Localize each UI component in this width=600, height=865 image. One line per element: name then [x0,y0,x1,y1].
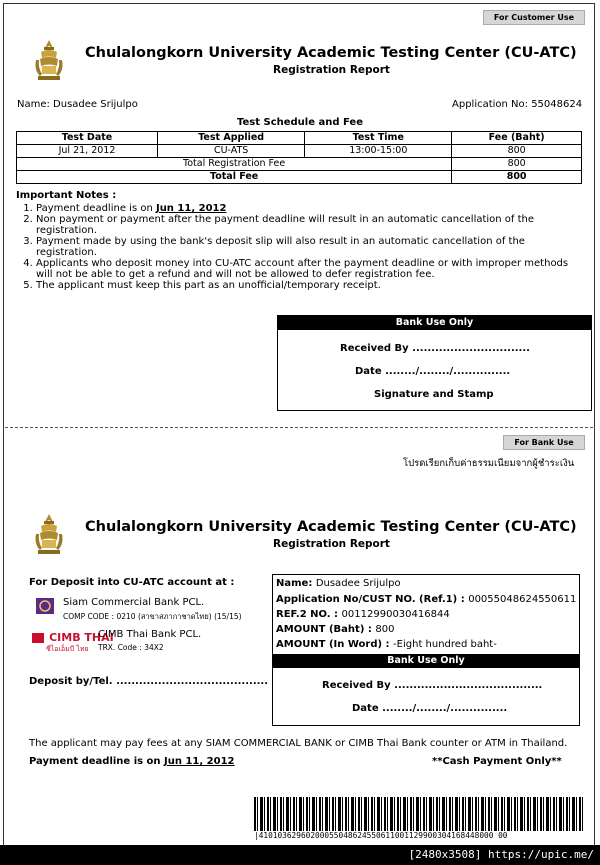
scb-name: Siam Commercial Bank PCL. [63,597,205,608]
detail-ref1-value: 00055048624550611 [468,594,577,605]
detail-words-label: AMOUNT (In Word) : [276,639,394,650]
detail-name-label: Name: [276,578,316,589]
customer-use-tag: For Customer Use [483,10,585,25]
notes-list [16,203,576,291]
col-test-time: Test Time [305,132,452,145]
total-registration-label: Total Registration Fee [17,158,452,171]
list-item [36,203,576,214]
list-item: 3. Payment made by using the bank's deposit slip will also result in an automatic cancellation of the registration. [36,236,576,258]
detail-amount-value: 800 [375,624,395,635]
detail-amount [276,624,394,635]
scb-logo-icon [36,598,54,614]
total-fee-label: Total Fee [17,171,452,184]
cell-test-time: 13:00-15:00 [305,145,452,158]
received-by-field-bottom: Received By ....................................... [322,680,543,691]
image-source-footer: [2480x3508] https://upic.me/ [0,845,600,865]
schedule-heading: Test Schedule and Fee [237,117,363,128]
col-test-date: Test Date [17,132,158,145]
cut-line [5,427,593,428]
important-notes [16,190,576,291]
page-title: Chulalongkorn University Academic Testing Center (CU-ATC) [85,45,577,61]
detail-words-value: -Eight hundred baht- [393,639,497,650]
fee-table-header [17,132,582,145]
table-row [17,158,582,171]
cash-only-note: **Cash Payment Only** [432,756,562,767]
university-seal-icon [32,512,66,558]
deadline-label: Payment deadline is on [29,756,165,767]
notes-heading: Important Notes : [16,190,117,201]
table-row [17,145,582,158]
cimb-logo-thai: ซีไอเอ็มบี ไทย [46,645,89,653]
cimb-logo-text: CIMB THAI [49,631,114,644]
detail-ref2-label: REF.2 NO. : [276,609,342,620]
payment-barcode [254,797,584,831]
note-1-date: Jun 11, 2012 [155,203,227,214]
barcode-number: |41010362960200055048624550611001129900304168448000 00 [254,831,508,840]
detail-ref2 [276,609,450,620]
fee-table [16,131,582,184]
cimb-name: CIMB Thai Bank PCL. [98,629,202,640]
detail-ref1 [276,594,576,605]
bank-use-header: Bank Use Only [278,316,591,330]
detail-ref1-label: Application No/CUST NO. (Ref.1) : [276,594,469,605]
note-1-text: Payment deadline is on [36,203,156,214]
cell-test-applied: CU-ATS [157,145,304,158]
date-field: Date ......../......../............... [355,366,511,377]
total-fee-value: 800 [452,171,582,184]
detail-ref2-value: 00112990030416844 [341,609,450,620]
list-item: 4. Applicants who deposit money into CU-ATC account after the payment deadline or with improper methods will not be able to get a refund and will not be allowed to defer registration fee. [36,258,576,280]
detail-amount-words [276,639,497,650]
table-row [17,171,582,184]
bank-use-tag: For Bank Use [503,435,585,450]
application-number: Application No: 55048624 [452,99,583,110]
deadline-date: Jun 11, 2012 [164,756,235,767]
col-fee: Fee (Baht) [452,132,582,145]
scb-comp-code: COMP CODE : 0210 (สาขาสภากาชาดไทย) (15/15) [63,612,242,621]
cell-fee: 800 [452,145,582,158]
list-item: 5. The applicant must keep this part as an unofficial/temporary receipt. [36,280,576,291]
payment-deadline [29,756,235,767]
university-seal-icon [32,38,66,84]
deposit-heading: For Deposit into CU-ATC account at : [29,577,235,588]
deposit-by-field: Deposit by/Tel. ........................................ [29,676,269,687]
date-field-bottom: Date ......../......../............... [352,703,508,714]
cimb-trx-code: TRX. Code : 34X2 [98,643,164,652]
fees-note: The applicant may pay fees at any SIAM COMMERCIAL BANK or CIMB Thai Bank counter or ATM in Thailand. [29,738,568,749]
detail-name [276,578,401,589]
col-test-applied: Test Applied [157,132,304,145]
detail-amount-label: AMOUNT (Baht) : [276,624,376,635]
total-registration-value: 800 [452,158,582,171]
thai-fee-note: โปรดเรียกเก็บค่าธรรมเนียมจากผู้ชำระเงิน [403,458,575,469]
cell-test-date: Jul 21, 2012 [17,145,158,158]
page-subtitle: Registration Report [273,64,390,76]
received-by-field: Received By ............................... [340,343,530,354]
bank-use-header-bottom: Bank Use Only [273,654,579,668]
detail-name-value: Dusadee Srijulpo [315,578,401,589]
applicant-name: Name: Dusadee Srijulpo [17,99,138,110]
cimb-logo-icon [32,633,44,643]
list-item: 2. Non payment or payment after the payment deadline will result in an automatic cancellation of the registration. [36,214,576,236]
bottom-title: Chulalongkorn University Academic Testing Center (CU-ATC) [85,519,577,535]
bottom-subtitle: Registration Report [273,538,390,550]
signature-stamp-label: Signature and Stamp [374,389,494,400]
